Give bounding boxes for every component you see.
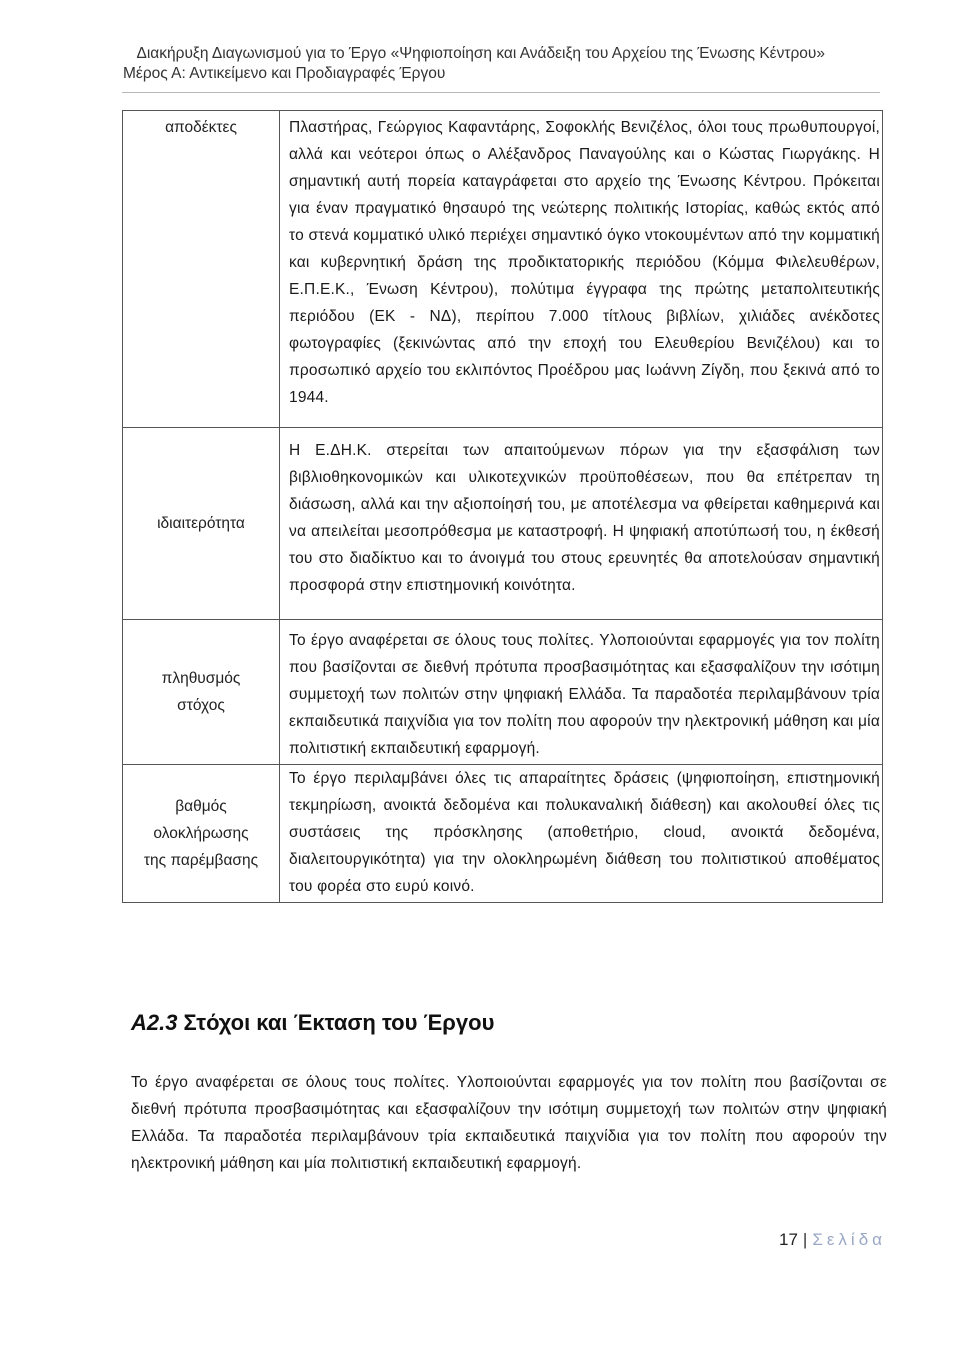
row-label-particularity: ιδιαιτερότητα [123, 428, 280, 620]
header-divider [122, 92, 880, 93]
page-footer [779, 1230, 886, 1250]
header-title-line2: Μέρος Α: Αντικείμενο και Προδιαγραφές Έργου [123, 65, 446, 82]
table-row [123, 428, 883, 620]
row-value-particularity: Η Ε.ΔΗ.Κ. στερείται των απαιτούμενων πόρων για την εξασφάλιση των βιβλιοθηκονομικών και υλικοτεχνικών προϋποθέσεων, που θα επέτρεπαν τη διάσωση, αλλά και την αξιοποίησή του, με αποτέλεσμα να φθείρεται καθημερινά και να απειλείται μεσοπρόθεσμα με καταστροφή. Η ψηφιακή αποτύπωσή του, η έκθεσή του στο διαδίκτυο και το άνοιγμά του στους ερευνητές θα αποτελούσαν σημαντική προσφορά στην επιστημονική κοινότητα. [280, 428, 883, 620]
row-label-completion [123, 765, 280, 903]
section-title-text: Στόχοι και Έκταση του Έργου [183, 1010, 495, 1035]
table-row [123, 111, 883, 428]
row-value-target-population: Το έργο αναφέρεται σε όλους τους πολίτες. Υλοποιούνται εφαρμογές για τον πολίτη που βασίζονται σε διεθνή πρότυπα προσβασιμότητας και εξασφαλίζουν την ισότιμη συμμετοχή των πολιτών στην ψηφιακή Ελλάδα. Τα παραδοτέα περιλαμβάνουν τρία εκπαιδευτικά παιχνίδια για τον πολίτη που αφορούν την ηλεκτρονική μάθηση και μία πολιτιστική εκπαιδευτική εφαρμογή. [280, 620, 883, 765]
page-number: 17 [779, 1230, 798, 1249]
label-line: ολοκλήρωσης [153, 825, 249, 842]
table-row [123, 620, 883, 765]
row-value-recipients: Πλαστήρας, Γεώργιος Καφαντάρης, Σοφοκλής Βενιζέλος, όλοι τους πρωθυπουργοί, αλλά και νεότεροι όπως ο Αλέξανδρος Παναγούλης και ο Κώστας Γιωργάκης. Η σημαντική αυτή πορεία καταγράφεται στο αρχείο της Ένωσης Κέντρου. Πρόκειται για έναν πραγματικό θησαυρό της νεώτερης πολιτικής Ιστορίας, καθώς εκτός από το στενά κομματικό υλικό περιέχει σημαντικό όγκο ντοκουμέντων από την κομματική και κυβερνητική δράση της προδικτατορικής περιόδου (Κόμμα Φιλελευθέρων, Ε.Π.Ε.Κ., Ένωση Κέντρου), πολύτιμα έγγραφα της πρώτης μεταπολιτευτικής περιόδου (ΕΚ - ΝΔ), περίπου 7.000 τίτλους βιβλίων, χιλιάδες ανέκδοτες φωτογραφίες (ξεκινώντας από την εποχή του Ελευθερίου Βενιζέλου) και το προσωπικό αρχείο του εκλιπόντος Προέδρου μας Ιωάννη Ζίγδη, που ξεκινά από το 1944. [280, 111, 883, 428]
footer-separator: | [802, 1230, 808, 1249]
section-number: Α2.3 [131, 1010, 178, 1035]
row-value-completion: Το έργο περιλαμβάνει όλες τις απαραίτητες δράσεις (ψηφιοποίηση, επιστημονική τεκμηρίωση, ανοικτά δεδομένα και πολυκαναλική διάθεση) και ακολουθεί όλες τις συστάσεις της πρόσκλησης (αποθετήριο, cloud, ανοικτά δεδομένα, διαλειτουργικότητα) για την ολοκληρωμένη διάθεση του πολιτιστικού αποθέματος του φορέα στο ευρύ κοινό. [280, 765, 883, 903]
page-word: Σελίδα [812, 1230, 886, 1249]
label-line: της παρέμβασης [143, 852, 259, 869]
table-row [123, 765, 883, 903]
section-heading [131, 1010, 494, 1036]
section-paragraph: Το έργο αναφέρεται σε όλους τους πολίτες. Υλοποιούνται εφαρμογές για τον πολίτη που βασίζονται σε διεθνή πρότυπα προσβασιμότητας και εξασφαλίζουν την ισότιμη συμμετοχή των πολιτών στην ψηφιακή Ελλάδα. Τα παραδοτέα περιλαμβάνουν τρία εκπαιδευτικά παιχνίδια για τον πολίτη που αφορούν την ηλεκτρονική μάθηση και μία πολιτιστική εκπαιδευτική εφαρμογή. [131, 1074, 887, 1172]
label-line: βαθμός [175, 798, 227, 815]
row-label-recipients: αποδέκτες [123, 111, 280, 428]
header-title-line1: Διακήρυξη Διαγωνισμού για το Έργο «Ψηφιοποίηση και Ανάδειξη του Αρχείου της Ένωσης Κέντρου» [136, 45, 825, 62]
project-info-table [122, 110, 883, 903]
row-label-target-population [123, 620, 280, 765]
document-header [120, 44, 825, 84]
label-line: στόχος [177, 697, 225, 714]
label-line: πληθυσμός [161, 670, 241, 687]
